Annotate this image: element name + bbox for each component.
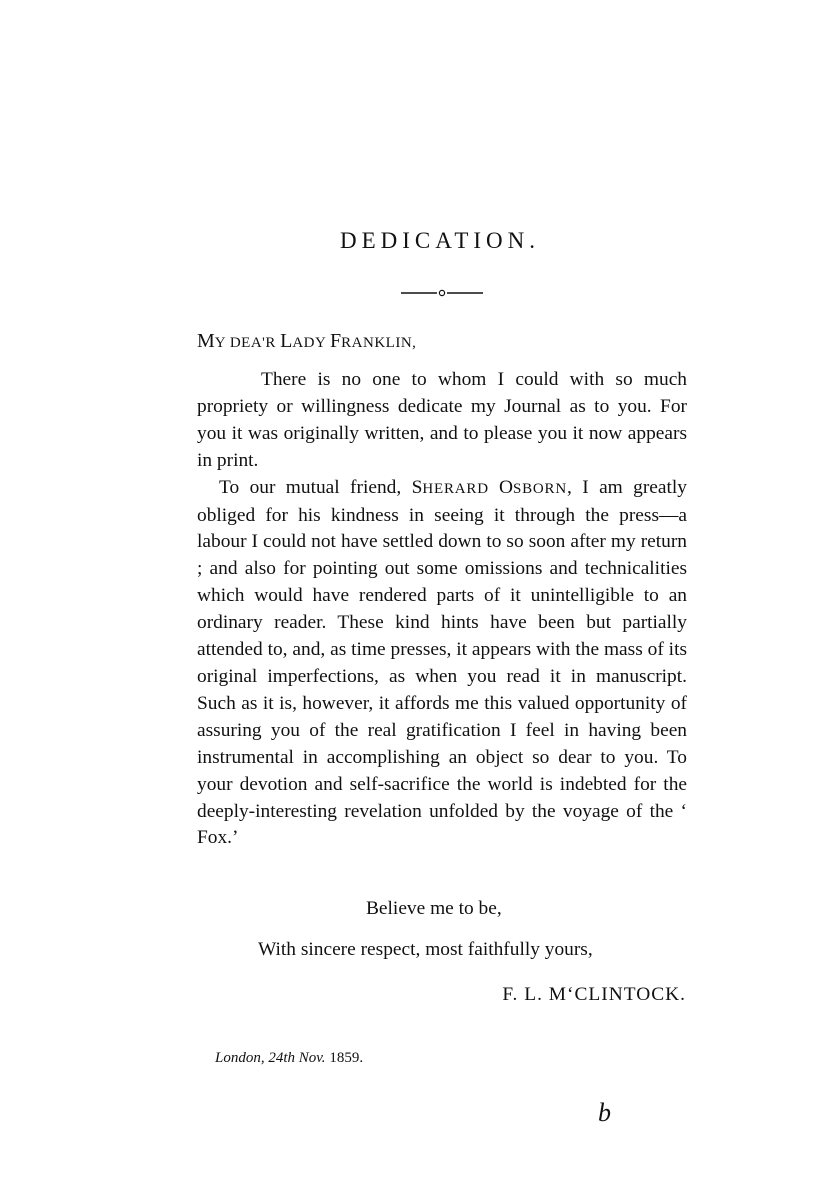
dedication-body bbox=[197, 367, 687, 852]
paragraph-2: To our mutual friend, SHERARD OSBORN, I am greatly obliged for his kindness in seeing it through the press—a labour I could not have settled down to so soon after my return ; and also for pointing out some omissions and technicalities which would have rendered parts of it unintelligible to an ordinary reader. These kind hints have been but partially attended to, and, as time presses, it appears with the mass of its original imperfections, as when you read it in manuscript. Such as it is, however, it affords me this valued opportunity of assuring you of the real gratification I feel in having been instrumental in accomplishing an object so dear to you. To your devotion and self-sacrifice the world is indebted for the deeply-interesting revelation unfolded by the voyage of the ‘ Fox.’ bbox=[197, 476, 687, 849]
paragraph-1: There is no one to whom I could with so much propriety or willingness dedicate my Journal as to you. For you it was originally written, and to please you it now appears in print. bbox=[197, 369, 687, 471]
closing-line-2: With sincere respect, most faithfully yours, bbox=[258, 939, 593, 960]
printer-signature-mark: b bbox=[598, 1098, 611, 1127]
salutation: MY DEA'R LADY FRANKLIN, bbox=[197, 330, 417, 352]
dateline: London, 24th Nov. 1859. bbox=[215, 1050, 364, 1066]
ornament-divider bbox=[401, 288, 483, 298]
page-title: DEDICATION. bbox=[339, 228, 540, 253]
author-signature: F. L. M‘CLINTOCK. bbox=[502, 984, 686, 1005]
closing-line-1: Believe me to be, bbox=[366, 898, 502, 919]
